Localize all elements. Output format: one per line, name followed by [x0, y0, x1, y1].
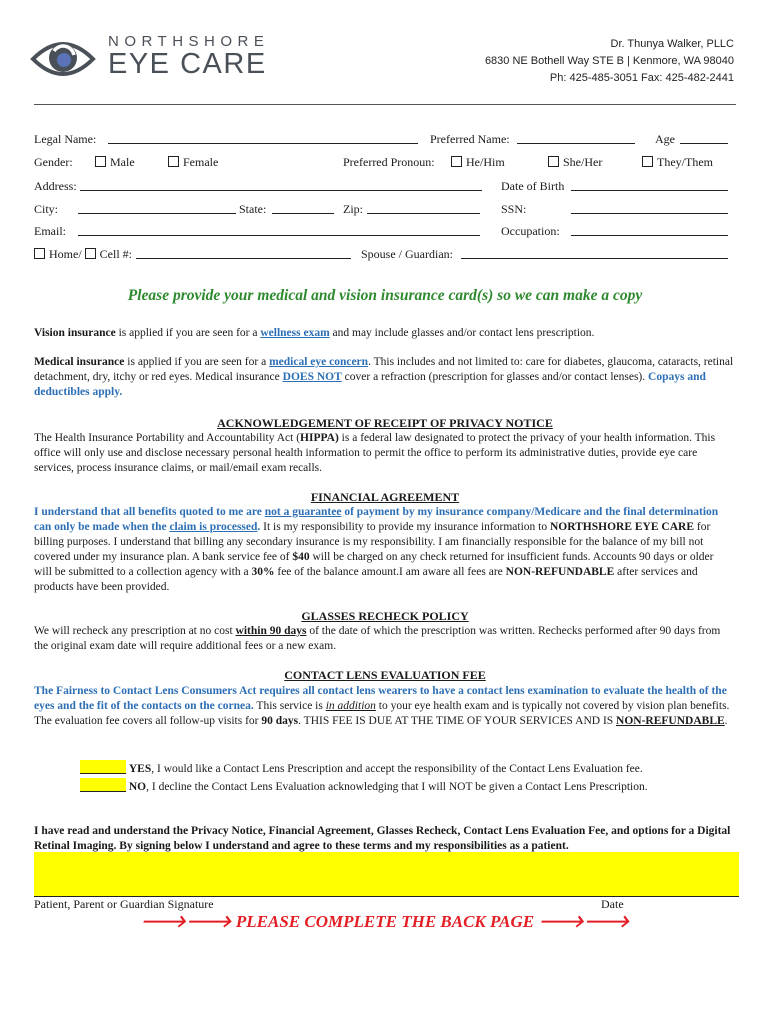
- contact-text-3: . THIS FEE IS DUE AT THE TIME OF YOUR SERVICES AND IS: [298, 715, 617, 727]
- age-label: Age: [655, 132, 675, 146]
- medical-eye-concern-link: medical eye concern: [269, 356, 369, 368]
- state-field[interactable]: [272, 202, 334, 214]
- brand-name-top: NORTHSHORE: [108, 33, 270, 50]
- privacy-text: The Health Insurance Portability and Accountability Act (: [34, 432, 301, 444]
- he-him-label: He/Him: [466, 155, 505, 169]
- male-label: Male: [110, 155, 135, 169]
- copays-note: Copays and deductibles apply.: [34, 371, 706, 398]
- medical-text: is applied if you are seen for a: [124, 356, 270, 368]
- medical-insurance-bold: Medical insurance: [34, 356, 125, 368]
- not-guarantee-emphasis: not a guarantee: [264, 506, 342, 518]
- medical-insurance-paragraph: [34, 355, 734, 400]
- financial-text-end: after services and products have been provided.: [34, 566, 698, 593]
- state-label: State:: [239, 202, 267, 216]
- glasses-paragraph: [34, 624, 734, 654]
- medical-text-end: cover a refraction (prescription for glasses and/or contact lenses).: [341, 371, 649, 383]
- glasses-recheck-title: GLASSES RECHECK POLICY: [301, 609, 469, 623]
- ssn-label: SSN:: [501, 202, 527, 216]
- practice-contact-info: [485, 36, 734, 87]
- does-not-emphasis: DOES NOT: [282, 371, 342, 383]
- signature-label: Patient, Parent or Guardian Signature: [34, 897, 214, 911]
- phone-field[interactable]: [136, 247, 351, 259]
- they-them-checkbox[interactable]: [642, 156, 653, 167]
- occupation-label: Occupation:: [501, 224, 560, 238]
- yes-bold: YES: [128, 763, 152, 775]
- dob-field[interactable]: [571, 179, 728, 191]
- spouse-field[interactable]: [461, 247, 728, 259]
- date-label: Date: [601, 897, 624, 911]
- collection-fee-bold: 30%: [251, 566, 275, 578]
- female-checkbox[interactable]: [168, 156, 179, 167]
- contact-text: This service is: [253, 700, 326, 712]
- back-page-text: PLEASE COMPLETE THE BACK PAGE: [235, 912, 535, 931]
- vision-insurance-bold: Vision insurance: [34, 327, 116, 339]
- within-90-days-emphasis: within 90 days: [235, 625, 307, 637]
- she-her-checkbox[interactable]: [548, 156, 559, 167]
- hippa-bold: HIPPA): [300, 432, 339, 444]
- preferred-name-label: Preferred Name:: [430, 132, 510, 146]
- non-refundable-bold: NON-REFUNDABLE: [505, 566, 615, 578]
- header-divider: [34, 104, 736, 105]
- no-initial-field[interactable]: [80, 778, 126, 792]
- financial-text-3: will be charged on any check returned for insufficient funds. Accounts 90 days or older will be submitted to a collection agency with a: [34, 551, 714, 578]
- back-page-notice: [0, 912, 770, 932]
- gender-male-option[interactable]: [95, 155, 135, 170]
- financial-blue-period: .: [257, 521, 261, 533]
- privacy-text-end: is a federal law designated to protect the privacy of your health information. This office will only use and disclose necessary personal health information to permit the office to perform its administrative duties, provide eye care services, process insurance claims, or mail/email exam recalls.: [34, 432, 716, 474]
- phone-type-options: [34, 247, 132, 262]
- fairness-act-blue-text: The Fairness to Contact Lens Consumers Act requires all contact lens wearers to have a contact lens examination to evaluate the health of the eyes and the fit of the contacts on the cornea.: [34, 685, 727, 712]
- preferred-name-field[interactable]: [517, 132, 635, 144]
- financial-blue-text: I understand that all benefits quoted to me are: [34, 506, 265, 518]
- financial-text-4: fee of the balance amount.I am aware all fees are: [274, 566, 506, 578]
- contact-non-refundable: NON-REFUNDABLE: [616, 715, 725, 727]
- financial-text: It is my responsibility to provide my insurance information to: [260, 521, 550, 533]
- dob-label: Date of Birth: [501, 179, 565, 193]
- in-addition-emphasis: in addition: [325, 700, 376, 712]
- signature-field[interactable]: [34, 852, 739, 897]
- pronoun-she-option[interactable]: [548, 155, 602, 170]
- wellness-exam-link: wellness exam: [260, 327, 330, 339]
- practice-name-bold: NORTHSHORE EYE CARE: [549, 521, 694, 533]
- cell-label: Cell #:: [99, 247, 133, 261]
- brand-name-bottom: EYE CARE: [108, 48, 267, 80]
- glasses-text-end: of the date of which the prescription was written. Rechecks performed after 90 days from the original exam date will require additional fees or a new exam.: [34, 625, 721, 652]
- practice-address: 6830 NE Bothell Way STE B | Kenmore, WA 98040: [484, 55, 734, 67]
- financial-text-2: for billing purposes. I understand that billing any secondary insurance is my responsibility. I am financially responsible for the balance of my bill not covered under my insurance plan. A bank service fee of: [34, 521, 711, 563]
- they-them-label: They/Them: [657, 155, 713, 169]
- eye-logo-icon: [30, 33, 96, 85]
- claim-processed-emphasis: claim is processed: [169, 521, 258, 533]
- cell-checkbox[interactable]: [85, 248, 96, 259]
- medical-text-mid: . This includes and not limited to: care for diabetes, glaucoma, cataracts, retinal detachment, dry, itchy or red eyes. Medical insurance: [34, 356, 734, 383]
- financial-blue-text-2: of payment by my insurance company/Medicare and the final determination can only be made when the: [34, 506, 719, 533]
- contact-text-2: to your eye health exam and is typically not covered by vision plan benefits. The evaluation fee covers all follow-up visits for: [34, 700, 730, 727]
- legal-name-label: Legal Name:: [34, 132, 97, 146]
- email-label: Email:: [34, 224, 66, 238]
- practice-logo: [30, 33, 280, 85]
- ninety-days-bold: 90 days: [261, 715, 299, 727]
- vision-text-end: and may include glasses and/or contact lens prescription.: [329, 327, 595, 339]
- spouse-label: Spouse / Guardian:: [361, 247, 453, 261]
- contact-text-end: .: [724, 715, 728, 727]
- city-field[interactable]: [78, 202, 236, 214]
- occupation-field[interactable]: [571, 224, 728, 236]
- bank-fee-bold: $40: [292, 551, 310, 563]
- no-option-row: [80, 778, 648, 793]
- zip-field[interactable]: [367, 202, 480, 214]
- no-text: , I decline the Contact Lens Evaluation acknowledging that I will NOT be given a Contact Lens Prescription.: [146, 781, 648, 793]
- female-label: Female: [183, 155, 219, 169]
- right-arrows-icon-right: 🡒🡒: [538, 912, 630, 931]
- address-field[interactable]: [80, 179, 482, 191]
- insurance-heading: Please provide your medical and vision insurance card(s) so we can make a copy: [127, 287, 643, 304]
- agreement-statement: I have read and understand the Privacy Notice, Financial Agreement, Glasses Recheck, Contact Lens Evaluation Fee, and options for a Digital Retinal Imaging. By signing below I understand and agree to these terms and my responsibilities as a patient.: [34, 825, 731, 852]
- privacy-paragraph: [34, 431, 734, 476]
- male-checkbox[interactable]: [95, 156, 106, 167]
- gender-female-option[interactable]: [168, 155, 218, 170]
- financial-agreement-title: FINANCIAL AGREEMENT: [310, 490, 460, 504]
- pronoun-label: Preferred Pronoun:: [343, 155, 435, 169]
- doctor-name: Dr. Thunya Walker, PLLC: [610, 38, 734, 50]
- privacy-notice-title: ACKNOWLEDGEMENT OF RECEIPT OF PRIVACY NOTICE: [217, 416, 553, 430]
- age-field[interactable]: [680, 132, 728, 144]
- zip-label: Zip:: [343, 202, 363, 216]
- yes-text: , I would like a Contact Lens Prescription and accept the responsibility of the Contact Lens Evaluation fee.: [151, 763, 643, 775]
- no-bold: NO: [128, 781, 147, 793]
- contact-lens-paragraph: [34, 684, 734, 729]
- city-label: City:: [34, 202, 59, 216]
- legal-name-field[interactable]: [108, 132, 418, 144]
- email-field[interactable]: [78, 224, 480, 236]
- yes-option-row: [80, 760, 643, 775]
- contact-lens-fee-title: CONTACT LENS EVALUATION FEE: [284, 668, 486, 682]
- pronoun-he-option[interactable]: [451, 155, 505, 170]
- right-arrows-icon-left: 🡒🡒: [140, 912, 232, 931]
- she-her-label: She/Her: [563, 155, 603, 169]
- address-label: Address:: [34, 179, 77, 193]
- yes-initial-field[interactable]: [80, 760, 126, 774]
- vision-text: is applied if you are seen for a: [115, 327, 261, 339]
- he-him-checkbox[interactable]: [451, 156, 462, 167]
- gender-label: Gender:: [34, 155, 73, 169]
- vision-insurance-paragraph: [34, 326, 734, 341]
- home-checkbox[interactable]: [34, 248, 45, 259]
- practice-phone-fax: Ph: 425-485-3051 Fax: 425-482-2441: [549, 72, 734, 84]
- financial-paragraph: [34, 505, 734, 595]
- home-label: Home/: [49, 247, 82, 261]
- ssn-field[interactable]: [571, 202, 728, 214]
- glasses-text: We will recheck any prescription at no cost: [34, 625, 236, 637]
- pronoun-they-option[interactable]: [642, 155, 713, 170]
